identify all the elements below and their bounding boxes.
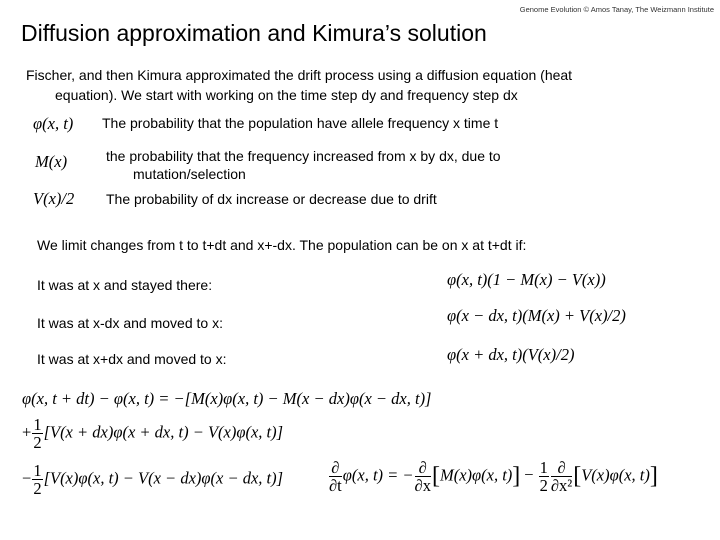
def-text-phi: The probability that the population have allele frequency x time t <box>102 115 499 131</box>
pde-dt-den: ∂t <box>329 476 342 495</box>
def-text-m-line1: the probability that the frequency increased from x by dx, due to <box>106 148 501 164</box>
pde-half-den: 2 <box>539 476 548 495</box>
pde-drift-term: M(x)φ(x, t) <box>439 465 513 485</box>
case-stay-formula: φ(x, t)(1 − M(x) − V(x)) <box>447 270 606 289</box>
eq2-half-fraction <box>32 416 42 451</box>
def-text-m <box>106 147 501 183</box>
slide-title: Diffusion approximation and Kimura’s solution <box>21 20 487 46</box>
pde-dx2-num: ∂ <box>551 459 572 477</box>
eq3-body: [V(x)φ(x, t) − V(x − dx)φ(x − dx, t)] <box>43 468 284 488</box>
pde-dx2-fraction <box>551 459 572 494</box>
pde-dx2-den: ∂x² <box>550 476 573 495</box>
kimura-pde <box>328 459 658 494</box>
pde-diffusion-term: V(x)φ(x, t) <box>581 465 650 485</box>
pde-lhs-function: φ(x, t) = − <box>342 465 414 485</box>
equation-drift-minus <box>22 462 283 497</box>
slide-header: Genome Evolution © Amos Tanay, The Weizmann Institute <box>519 5 714 14</box>
intro-paragraph <box>26 65 706 105</box>
eq3-half-num: 1 <box>33 461 42 480</box>
pde-dx-fraction <box>415 459 431 494</box>
pde-minus: − <box>524 465 534 485</box>
case-from-left-formula: φ(x − dx, t)(M(x) + V(x)/2) <box>447 306 626 325</box>
def-symbol-phi: φ(x, t) <box>33 114 74 133</box>
def-symbol-v: V(x)/2 <box>33 189 75 208</box>
equation-difference: φ(x, t + dt) − φ(x, t) = −[M(x)φ(x, t) − M(x − dx)φ(x − dx, t)] <box>22 389 432 408</box>
limit-text: We limit changes from t to t+dt and x+-dx. The population can be on x at t+dt if: <box>37 237 527 253</box>
def-text-v: The probability of dx increase or decrease due to drift <box>106 191 437 207</box>
eq2-body: [V(x + dx)φ(x + dx, t) − V(x)φ(x, t)] <box>43 422 284 442</box>
def-symbol-m: M(x) <box>35 152 68 171</box>
eq2-sign: + <box>22 422 32 442</box>
case-stay-text: It was at x and stayed there: <box>37 277 213 293</box>
def-text-m-line2: mutation/selection <box>133 166 246 182</box>
pde-right-bracket-2: ] <box>649 463 658 489</box>
case-from-left-text: It was at x-dx and moved to x: <box>37 315 223 331</box>
pde-left-bracket-2: [ <box>573 463 582 489</box>
pde-dx-den: ∂x <box>414 476 431 495</box>
case-from-right-formula: φ(x + dx, t)(V(x)/2) <box>447 345 575 364</box>
pde-dt-num: ∂ <box>329 459 342 477</box>
pde-half-num: 1 <box>539 458 548 477</box>
pde-dt-fraction <box>329 459 342 494</box>
pde-half-fraction <box>539 459 549 494</box>
eq2-half-den: 2 <box>33 433 42 452</box>
pde-dx-num: ∂ <box>415 459 431 477</box>
eq3-half-den: 2 <box>33 479 42 498</box>
intro-line-1: Fischer, and then Kimura approximated the drift process using a diffusion equation (heat <box>26 67 573 83</box>
intro-line-2: equation). We start with working on the time step dy and frequency step dx <box>55 87 518 103</box>
eq2-half-num: 1 <box>33 415 42 434</box>
eq3-half-fraction <box>32 462 42 497</box>
pde-right-bracket-1: ] <box>512 463 521 489</box>
eq3-sign: − <box>22 468 32 488</box>
case-from-right-text: It was at x+dx and moved to x: <box>37 351 227 367</box>
pde-left-bracket-1: [ <box>431 463 440 489</box>
equation-drift-plus <box>22 416 283 451</box>
